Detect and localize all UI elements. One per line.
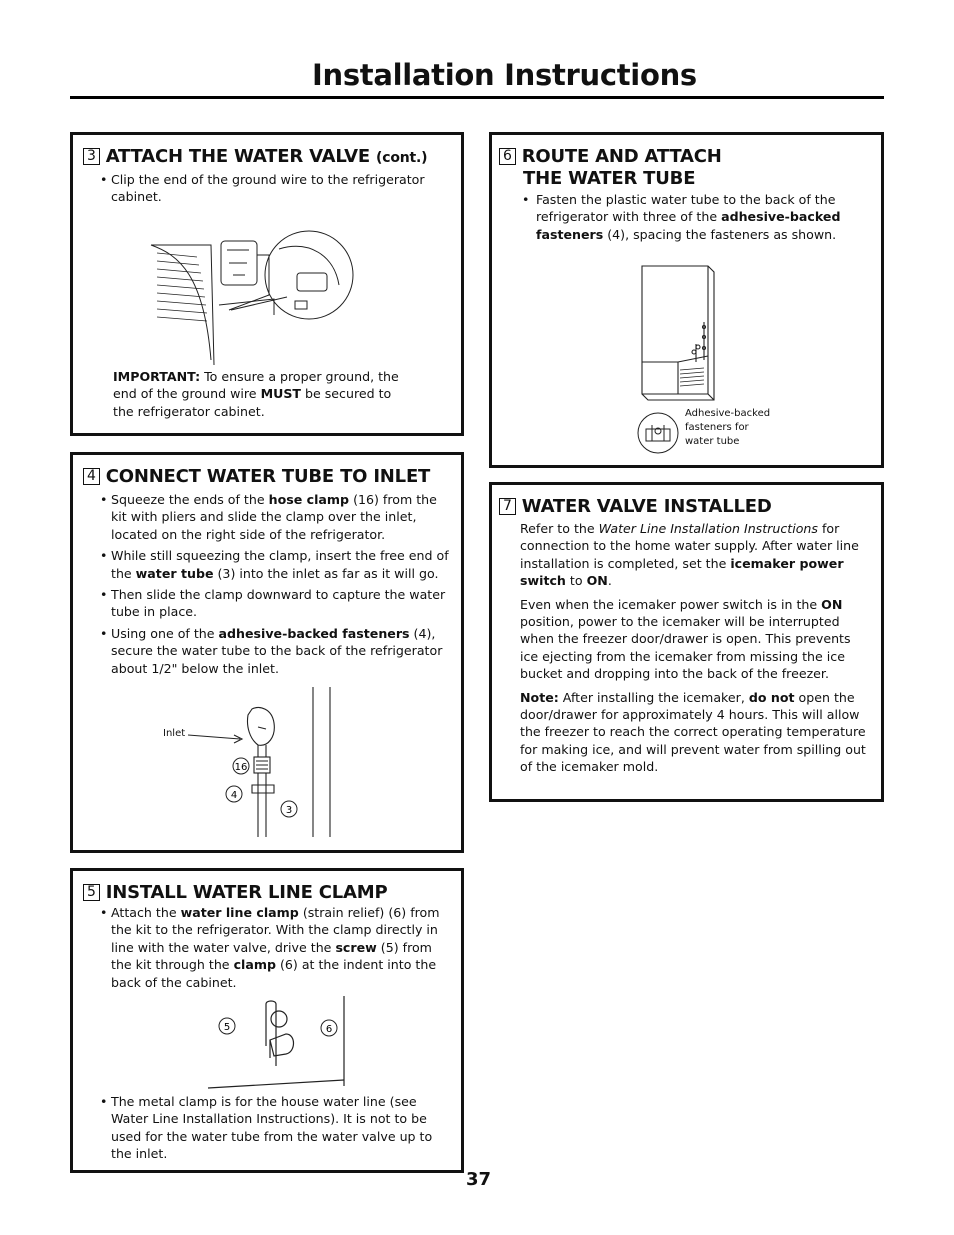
fastener-detail-icon xyxy=(636,411,680,455)
section-6-box xyxy=(489,132,884,468)
refrigerator-back-illustration xyxy=(638,262,722,402)
section-5-note xyxy=(100,1093,455,1167)
callout-16 xyxy=(232,757,250,775)
important-text-end: be secured to the refrigerator cabinet. xyxy=(113,386,392,419)
svg-text:16: 16 xyxy=(234,762,248,773)
section-6-title-line1: ROUTE AND ATTACH xyxy=(521,146,722,167)
page-number: 37 xyxy=(466,1169,492,1190)
bullet-item: • Clip the end of the ground wire to the refrigerator cabinet. xyxy=(100,171,445,206)
section-3-body xyxy=(100,171,445,210)
bullet-item: • Attach the water line clamp (strain relief) (6) from the kit to the refrigerator. With the clamp directly in line with the water valve, drive the screw (5) from the kit through the clamp (6) at the indent into the back of the cabinet. xyxy=(100,904,455,991)
step-number-6: 6 xyxy=(499,148,516,165)
bullet-item: • While still squeezing the clamp, insert the free end of the water tube (3) into the inlet as far as it will go. xyxy=(100,547,455,582)
section-5-body xyxy=(100,904,455,995)
inlet-label: Inlet xyxy=(163,728,186,739)
section-3-box xyxy=(70,132,464,436)
section-4-box xyxy=(70,452,464,853)
section-6-title-line2: THE WATER TUBE xyxy=(523,168,696,189)
svg-text:5: 5 xyxy=(223,1022,231,1033)
callout-4 xyxy=(225,785,243,803)
section-5-title: INSTALL WATER LINE CLAMP xyxy=(105,882,388,903)
step-number-4: 4 xyxy=(83,468,100,485)
section-7-title: WATER VALVE INSTALLED xyxy=(521,496,772,517)
bullet-item: • The metal clamp is for the house water line (see Water Line Installation Instructions). It is not to be used for the water tube from the water valve up to the inlet. xyxy=(100,1093,455,1163)
section-3-important xyxy=(113,368,413,420)
section-6-header xyxy=(499,146,722,190)
section-4-title: CONNECT WATER TUBE TO INLET xyxy=(105,466,431,487)
section-7-box xyxy=(489,482,884,802)
bullet-item: • Fasten the plastic water tube to the back of the refrigerator with three of the adhesive-backed fasteners (4), spacing the fasteners as shown. xyxy=(522,191,874,243)
section-4-body xyxy=(100,491,455,681)
section-3-header xyxy=(83,146,427,169)
important-text: To ensure a proper ground, the end of the ground wire xyxy=(113,369,399,402)
must-text: MUST xyxy=(260,386,301,402)
section-3-title: ATTACH THE WATER VALVE xyxy=(105,146,370,167)
bullet-item: • Squeeze the ends of the hose clamp (16) from the kit with pliers and slide the clamp over the inlet, located on the right side of the refrigerator. xyxy=(100,491,455,543)
title-rule xyxy=(70,96,884,99)
bullet-item: • Using one of the adhesive-backed fasteners (4), secure the water tube to the back of the refrigerator about 1/2" below the inlet. xyxy=(100,625,455,677)
section-6-body xyxy=(522,191,874,247)
section-4-header xyxy=(83,466,430,488)
step-number-5: 5 xyxy=(83,884,100,901)
paragraph: Refer to the Water Line Installation Instructions for connection to the home water supply. After water line installation is completed, set the icemaker power switch to ON. xyxy=(520,521,859,589)
step-number-3: 3 xyxy=(83,148,100,165)
page-title: Installation Instructions xyxy=(312,58,697,92)
svg-text:3: 3 xyxy=(285,805,293,816)
callout-3 xyxy=(280,800,298,818)
paragraph: Even when the icemaker power switch is in the ON position, power to the icemaker will be interrupted when the freezer door/drawer is open. This prevents ice ejecting from the icemaker from missing the ice bucket and dropping into the back of the freezer. xyxy=(520,596,851,682)
section-5-header xyxy=(83,882,387,904)
callout-6 xyxy=(320,1019,338,1037)
svg-text:4: 4 xyxy=(230,790,238,801)
inlet-illustration xyxy=(188,687,348,837)
fastener-caption: Adhesive-backed fasteners for water tube xyxy=(685,408,771,447)
bullet-item: • Then slide the clamp downward to capture the water tube in place. xyxy=(100,586,455,621)
section-3-cont: (cont.) xyxy=(376,150,428,166)
ground-wire-illustration xyxy=(149,215,379,365)
water-line-clamp-illustration xyxy=(208,996,353,1096)
important-label: IMPORTANT: xyxy=(113,369,201,384)
step-number-7: 7 xyxy=(499,498,516,515)
section-5-box xyxy=(70,868,464,1173)
svg-text:6: 6 xyxy=(325,1024,333,1035)
note-paragraph: Note: After installing the icemaker, do not open the door/drawer for approximately 4 hours. This will allow the freezer to reach the correct operating temperature for making ice, and will prevent water from spilling out of the icemaker mold. xyxy=(520,689,866,775)
callout-5 xyxy=(218,1017,236,1035)
section-7-body xyxy=(520,520,870,782)
section-7-header xyxy=(499,496,772,518)
